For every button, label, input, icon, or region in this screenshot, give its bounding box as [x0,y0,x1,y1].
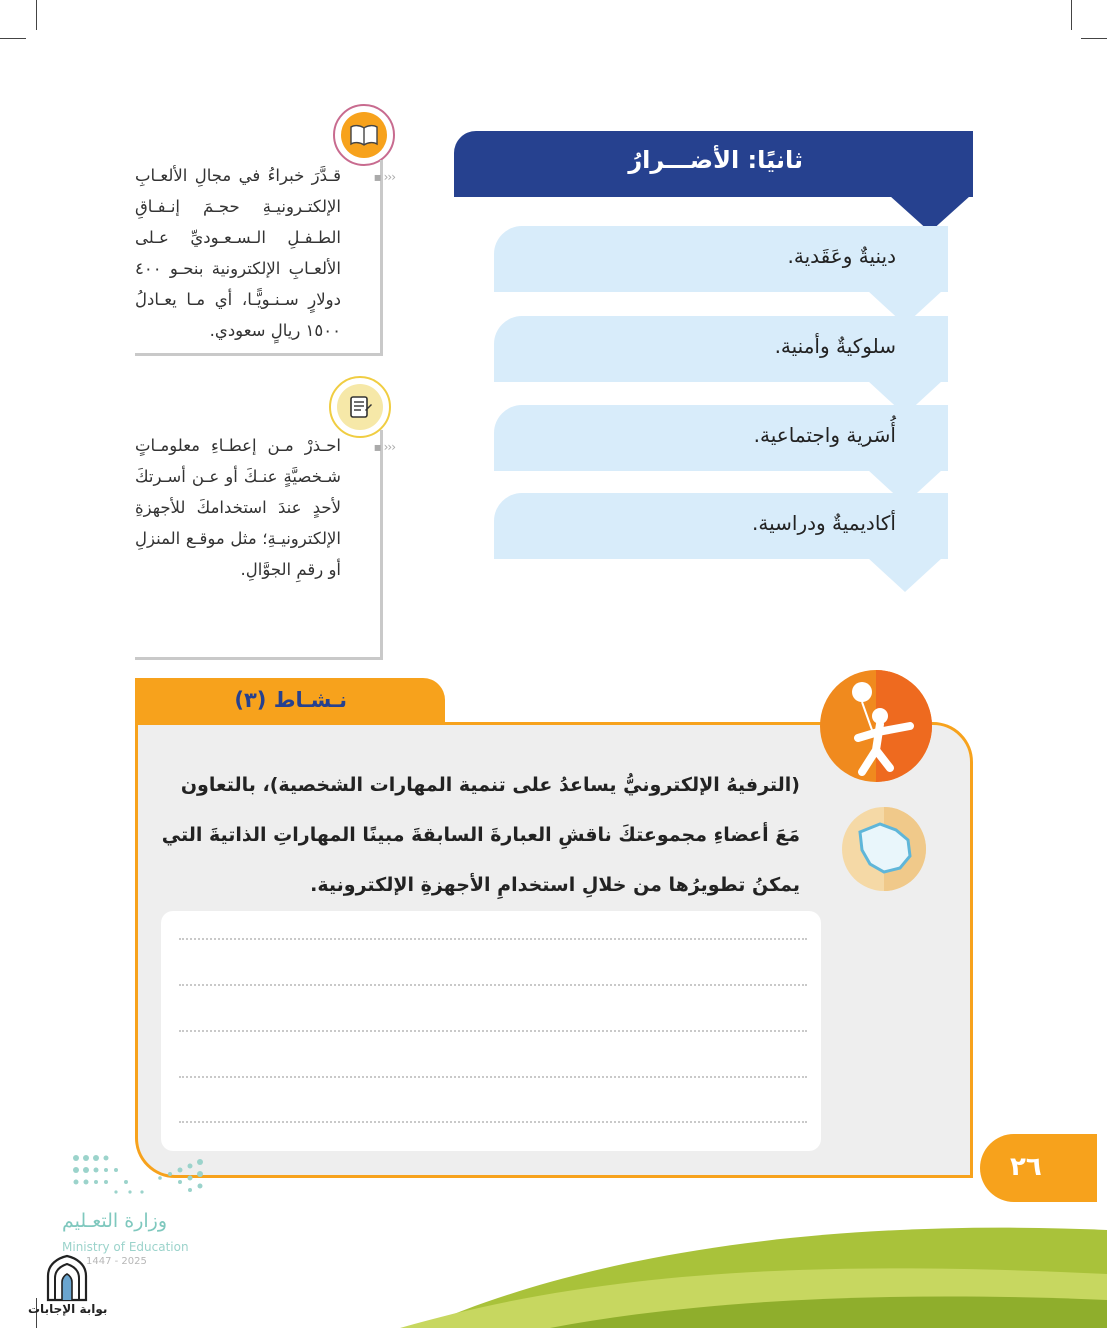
answer-area[interactable] [161,911,821,1151]
notepad-icon [329,376,391,438]
crop-mark [36,0,37,30]
answer-line[interactable] [179,984,807,986]
page-number: ٢٦ [1010,1152,1042,1182]
crop-mark [1081,38,1107,39]
answer-line[interactable] [179,1076,807,1078]
harm-item-religious [494,226,948,292]
note-text: احـذرْ مـن إعطـاءِ معلومـاتٍ شـخصيَّةٍ عنـكَ أو عـن أسـرتكَ لأحدٍ عندَ استخدامكَ للأجهزةِ الإلكترونيـةِ؛ مثل موقـع المنزلِ أو رقمِ الجوَّالِ. [135,436,341,579]
saudi-map-icon [838,806,930,892]
note-spending [135,160,395,356]
harms-title: ثانيًا: الأضـــرارُ [628,146,803,174]
watermark [28,1254,108,1324]
note-text: قـدَّرَ خبراءُ في مجالِ الألعـابِ الإلكتـرونيـةِ حجـمَ إنـفـاقِ الطـفـلِ الـسـعـوديِّ عـلى الألعـابِ الإلكترونية بنحـو ٤٠٠ دولارٍ سـنـويًّـا، أي مـا يعـادلُ ١٥٠٠ ريالٍ سعودي. [135,166,341,340]
bottom-wave-decoration [400,1200,1107,1328]
harm-label: سلوكيةٌ وأمنية. [774,334,896,358]
activity-prompt: (الترفيهُ الإلكترونيُّ يساعدُ على تنمية المهارات الشخصية)، بالتعاون مَعَ أعضاءِ مجموعتكَ ناقشِ العبارةَ السابقةَ مبينًا المهاراتِ الذاتيةَ التي يمكنُ تطويرُها من خلالِ استخدامِ الأجهزةِ الإلكترونية. [161,774,800,896]
harm-item-family [494,405,948,471]
activity-label: نـشـاط (٣) [234,688,347,712]
ministry-dots-icon [70,1152,210,1198]
balloon-child-icon [818,668,934,784]
page-number-badge [980,1134,1097,1202]
harm-label: أكاديميةٌ ودراسية. [752,511,896,535]
answer-line[interactable] [179,1030,807,1032]
book-icon [333,104,395,166]
harm-item-academic [494,493,948,559]
ministry-name-en: Ministry of Education [62,1240,189,1254]
ministry-year: 2025 - 1447 [86,1256,147,1267]
answer-line[interactable] [179,1121,807,1123]
harm-label: دينيةٌ وعَقَدية. [787,244,896,268]
harm-item-behavioral [494,316,948,382]
bullet-marker-icon: ‹‹‹ ▪ [373,170,395,184]
mosque-logo-icon [42,1254,92,1302]
watermark-text: بوابة الإجابات [28,1302,108,1316]
crop-mark [1071,0,1072,30]
crop-mark [0,38,26,39]
answer-line[interactable] [179,938,807,940]
ministry-name-ar: وزارة التعـليم [62,1210,168,1232]
harm-label: أُسَرية واجتماعية. [753,423,896,447]
bullet-marker-icon: ‹‹‹ ▪ [373,440,395,454]
harms-header [454,131,973,197]
note-privacy [135,430,395,660]
